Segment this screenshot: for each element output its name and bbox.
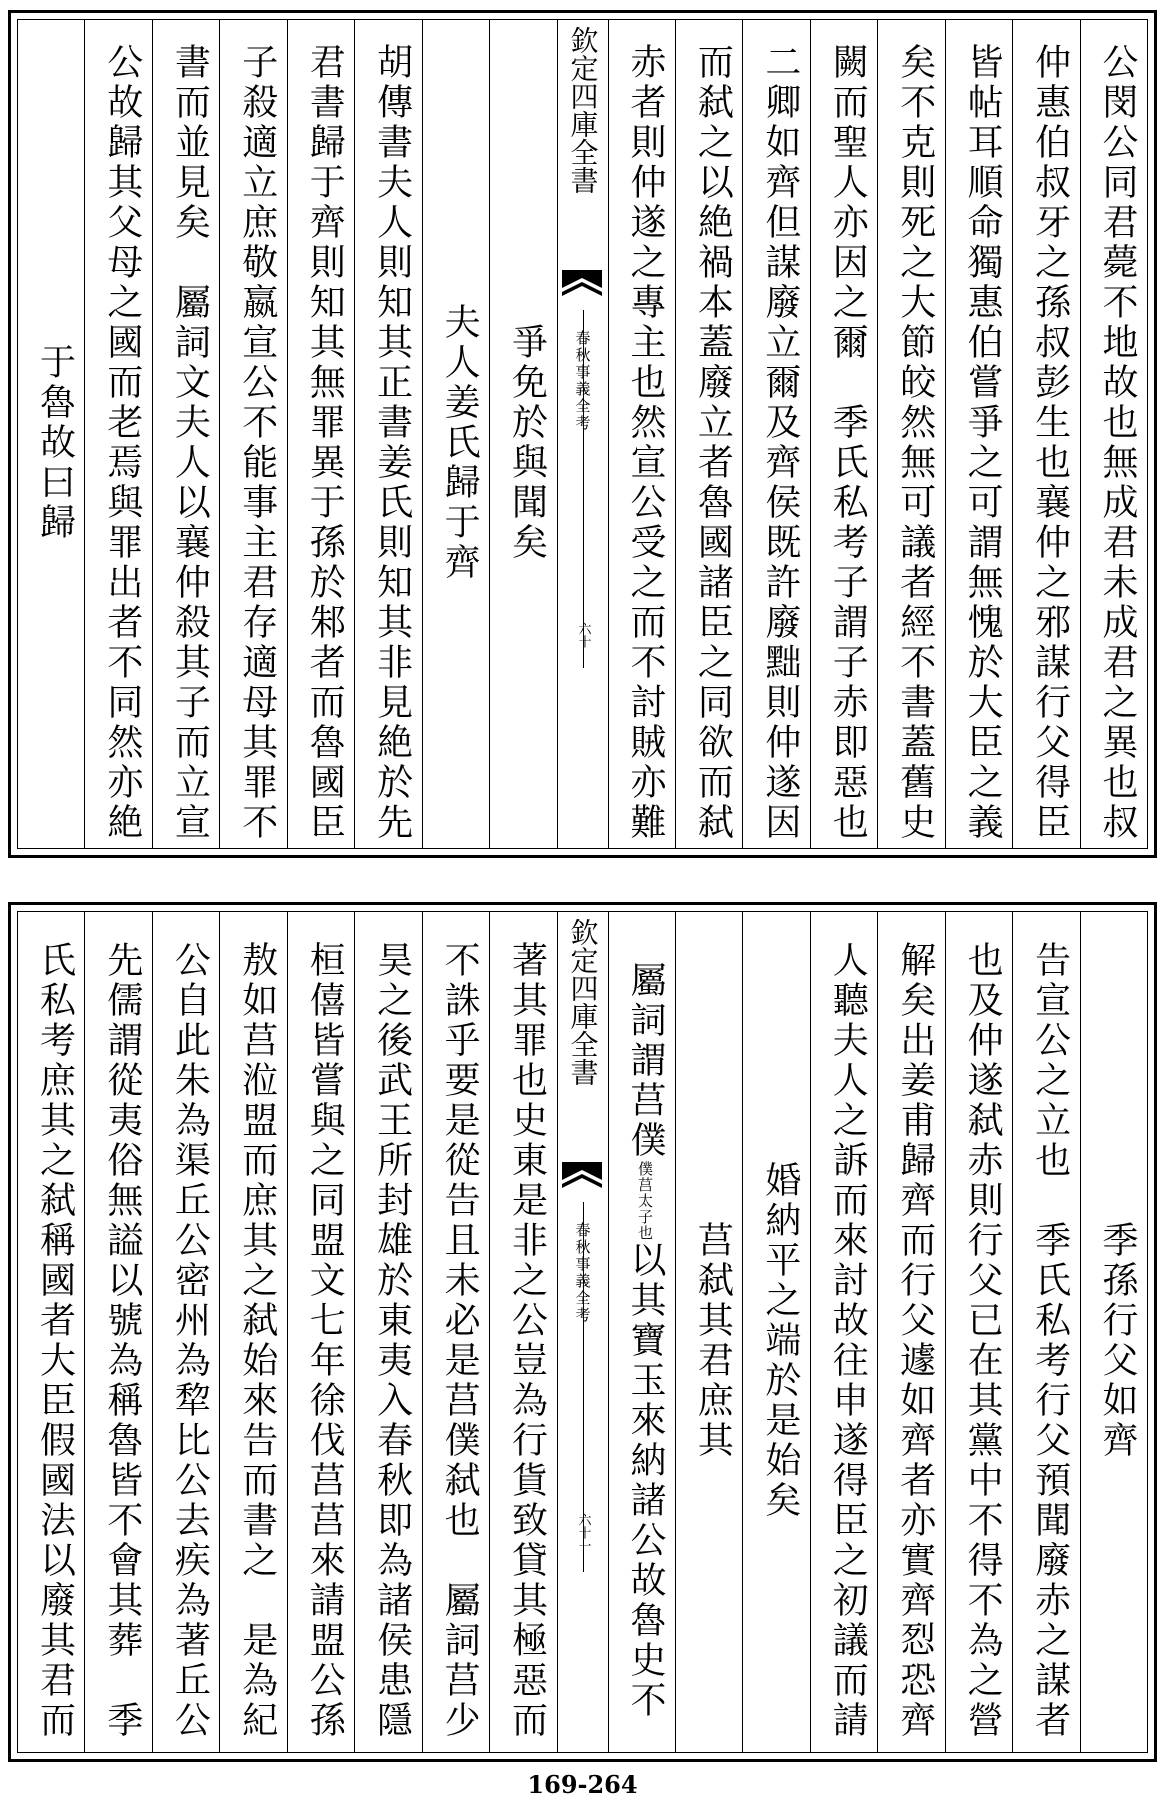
reference-number: 169-264 [527, 1770, 638, 1799]
center-fold-column [557, 20, 608, 848]
text-column: 敖如莒涖盟而庶其之弑始來告而書之 是為紀 [219, 912, 286, 1752]
text-column: 告宣公之立也 季氏私考行父預聞廢赤之謀者 [1012, 912, 1079, 1752]
top-page [8, 10, 1157, 858]
text-column: 著其罪也史東是非之公豈為行貨致貸其極惡而 [489, 912, 556, 1752]
text-column: 昊之後武王所封雄於東夷入春秋即為諸侯患隱 [354, 912, 421, 1752]
text-column: 不誅乎要是從告且未必是莒僕弑也 屬詞莒少 [422, 912, 489, 1752]
text-column: 季孫行父如齊 [1080, 912, 1147, 1752]
text-column: 先儒謂從夷俗無謚以號為稱魯皆不會其葬 季 [84, 912, 151, 1752]
page-number: 六十一 [575, 1513, 591, 1552]
text-column: 子殺適立庶敬嬴宣公不能事主君存適母其罪不 [219, 20, 286, 848]
top-columns [18, 20, 1147, 848]
text-column: 闕而聖人亦因之爾 季氏私考子謂子赤即惡也 [810, 20, 877, 848]
text-column: 赤者則仲遂之專主也然宣公受之而不討賊亦難 [608, 20, 675, 848]
text-column: 皆帖耳順命獨惠伯嘗爭之可謂無愧於大臣之義 [945, 20, 1012, 848]
text-column: 書而並見矣 屬詞文夫人以襄仲殺其子而立宣 [152, 20, 219, 848]
text-column: 于魯故曰歸 [34, 343, 76, 543]
text-column: 人聽夫人之訴而來討故往申遂得臣之初議而請 [810, 912, 877, 1752]
text-column: 仲惠伯叔牙之孫叔彭生也襄仲之邪謀行父得臣 [1012, 20, 1079, 848]
book-title: 欽定四庫全書 [566, 918, 600, 1086]
text-column: 解矣出姜甫歸齊而行父遽如齊者亦實齊㤠恐齊 [877, 912, 944, 1752]
text-column: 爭免於與聞矣 [489, 20, 556, 848]
top-page-frame [17, 19, 1148, 849]
text-column: 而弑之以絶禍本蓋廢立者魯國諸臣之同欲而弑 [675, 20, 742, 848]
center-fold-column [557, 912, 608, 1752]
text-column: 矣不克則死之大節皎然無可議者經不書蓋舊史 [877, 20, 944, 848]
fish-tail-mark-icon [562, 1162, 602, 1202]
book-subtitle: 春秋事義全考 [573, 330, 592, 432]
bottom-page-frame [17, 911, 1148, 1753]
text-column: 婚納平之端於是始矣 [742, 912, 809, 1752]
text-column: 二卿如齊但謀廢立爾及齊侯既許廢黜則仲遂因 [742, 20, 809, 848]
text-column: 公閔公同君薨不地故也無成君未成君之異也叔 [1080, 20, 1147, 848]
bottom-columns [18, 912, 1147, 1752]
book-subtitle: 春秋事義全考 [573, 1222, 592, 1324]
text-column: 夫人姜氏歸于齊 [422, 20, 489, 848]
text-column: 莒弑其君庶其 [675, 912, 742, 1752]
text-column: 公故歸其父母之國而老焉與罪出者不同然亦絶 [84, 20, 151, 848]
text-column: 屬詞謂莒僕僕莒太子也以其寶玉來納諸公故魯史不 [608, 912, 675, 1752]
text-column: 氏私考庶其之弑稱國者大臣假國法以廢其君而 [34, 941, 76, 1741]
text-column: 也及仲遂弑赤則行父已在其黨中不得不為之營 [945, 912, 1012, 1752]
bottom-page [8, 902, 1157, 1762]
book-title: 欽定四庫全書 [566, 26, 600, 194]
text-column: 胡傳書夫人則知其正書姜氏則知其非見絶於先 [354, 20, 421, 848]
text-column: 桓僖皆嘗與之同盟文七年徐伐莒莒來請盟公孫 [287, 912, 354, 1752]
interlinear-note: 僕莒太子也 [635, 1161, 654, 1241]
text-column: 君書歸于齊則知其無罪異于孫於邾者而魯國臣 [287, 20, 354, 848]
text-column: 公自此朱為渠丘公密州為犂比公去疾為著丘公 [152, 912, 219, 1752]
page-number: 六十 [575, 622, 591, 648]
fish-tail-mark-icon [562, 270, 602, 310]
